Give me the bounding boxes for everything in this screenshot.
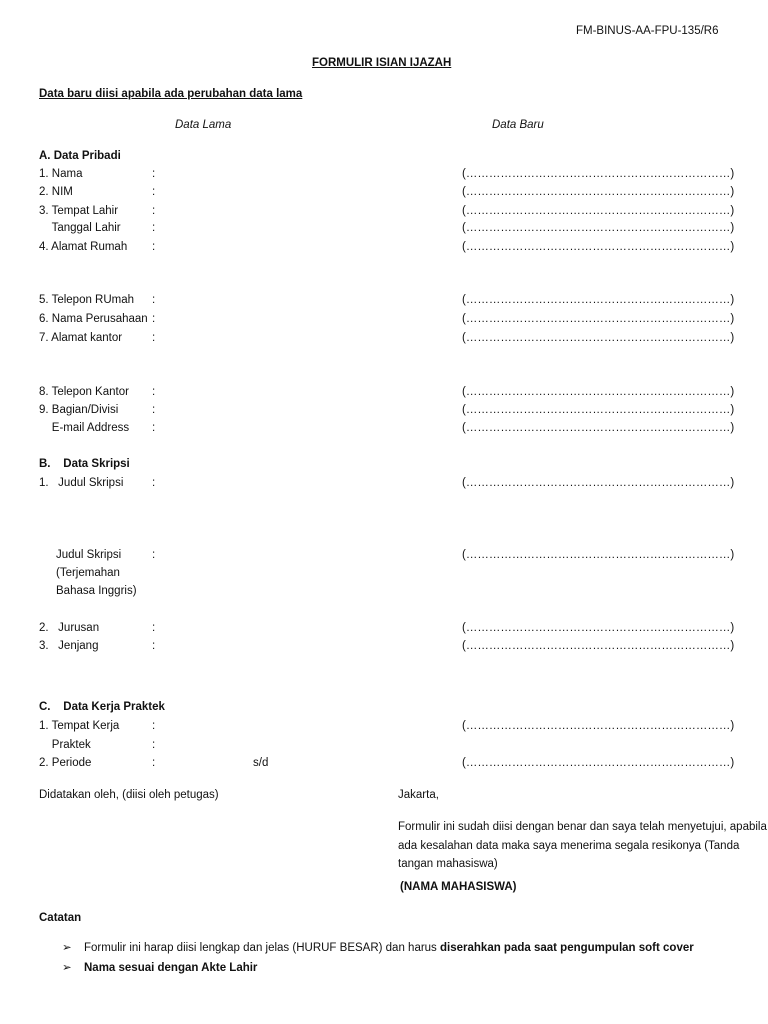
- column-new-data: Data Baru: [492, 119, 544, 131]
- field-label-continuation: (Terjemahan: [56, 567, 120, 579]
- place-date: Jakarta,: [398, 789, 439, 801]
- field-label: 5. Telepon RUmah: [39, 294, 135, 306]
- notes-title: Catatan: [39, 912, 82, 924]
- field-blank-new[interactable]: (……………………………………………………………): [462, 404, 735, 416]
- field-row-email: [39, 421, 739, 435]
- field-blank-new[interactable]: (……………………………………………………………): [462, 241, 735, 253]
- verified-by: Didatakan oleh, (diisi oleh petugas): [39, 789, 219, 801]
- field-colon: :: [152, 477, 156, 489]
- section-c-heading: C. Data Kerja Praktek: [39, 701, 165, 713]
- field-label: E-mail Address: [39, 422, 130, 434]
- field-row-nim: [39, 185, 739, 199]
- field-label-continuation: Bahasa Inggris): [56, 585, 137, 597]
- note-item: [62, 941, 694, 955]
- field-blank-new[interactable]: (……………………………………………………………): [462, 186, 735, 198]
- column-old-data: Data Lama: [175, 119, 232, 131]
- field-label: Judul Skripsi: [56, 549, 122, 561]
- field-blank-new[interactable]: (……………………………………………………………): [462, 168, 735, 180]
- field-colon: :: [152, 205, 156, 217]
- field-colon: :: [152, 313, 156, 325]
- field-colon: :: [152, 422, 156, 434]
- field-label: 6. Nama Perusahaan: [39, 313, 148, 325]
- field-blank-new[interactable]: (……………………………………………………………): [462, 386, 735, 398]
- field-colon: :: [152, 549, 156, 561]
- field-blank-new[interactable]: (……………………………………………………………): [462, 477, 735, 489]
- form-title: FORMULIR ISIAN IJAZAH: [312, 57, 452, 69]
- field-blank-new[interactable]: (……………………………………………………………): [462, 422, 735, 434]
- field-row-tempat-lahir: [39, 204, 739, 218]
- field-colon: :: [152, 222, 156, 234]
- field-colon: :: [152, 186, 156, 198]
- field-label: 2. Periode: [39, 757, 92, 769]
- field-colon: :: [152, 386, 156, 398]
- field-row-bagian-divisi: [39, 403, 739, 417]
- field-label: Praktek: [39, 739, 91, 751]
- field-colon: :: [152, 404, 156, 416]
- field-label: 2. NIM: [39, 186, 73, 198]
- field-row-jurusan: [39, 621, 739, 635]
- field-label: 7. Alamat kantor: [39, 332, 123, 344]
- field-blank-new[interactable]: (……………………………………………………………): [462, 313, 735, 325]
- field-label: 1. Nama: [39, 168, 83, 180]
- field-colon: :: [152, 739, 156, 751]
- student-name-placeholder: (NAMA MAHASISWA): [400, 881, 517, 893]
- field-blank-new[interactable]: (……………………………………………………………): [462, 294, 735, 306]
- period-separator: s/d: [253, 757, 269, 769]
- field-row-tempat-kerja-praktek: [39, 719, 739, 733]
- field-blank-new[interactable]: (……………………………………………………………): [462, 222, 735, 234]
- field-colon: :: [152, 757, 156, 769]
- field-blank-new[interactable]: (……………………………………………………………): [462, 205, 735, 217]
- field-label: 4. Alamat Rumah: [39, 241, 128, 253]
- field-row-nama-perusahaan: [39, 312, 739, 326]
- field-label: 2. Jurusan: [39, 622, 100, 634]
- field-label: 9. Bagian/Divisi: [39, 404, 119, 416]
- field-colon: :: [152, 168, 156, 180]
- field-blank-new[interactable]: (……………………………………………………………): [462, 332, 735, 344]
- note-text-normal: Formulir ini harap diisi lengkap dan jelas (HURUF BESAR) dan harus: [84, 942, 441, 954]
- field-colon: :: [152, 622, 156, 634]
- form-code: FM-BINUS-AA-FPU-135/R6: [576, 25, 719, 37]
- field-row-praktek-continuation: [39, 738, 739, 752]
- field-colon: :: [152, 640, 156, 652]
- field-row-alamat-rumah: [39, 240, 739, 254]
- field-row-telepon-rumah: [39, 293, 739, 307]
- note-text: Nama sesuai dengan Akte Lahir: [84, 962, 258, 974]
- field-row-jenjang: [39, 639, 739, 653]
- statement: Formulir ini sudah diisi dengan benar dan saya telah menyetujui, apabila ada kesalahan data maka saya menerima segala resikonya (Tanda tangan mahasiswa): [398, 821, 767, 870]
- field-blank-new[interactable]: (……………………………………………………………): [462, 640, 735, 652]
- arrow-bullet-icon: ➢: [62, 962, 72, 974]
- note-text: [84, 941, 694, 955]
- field-row-periode: [39, 756, 739, 770]
- section-b-heading: B. Data Skripsi: [39, 458, 130, 470]
- field-blank-new[interactable]: (……………………………………………………………): [462, 720, 735, 732]
- arrow-bullet-icon: ➢: [62, 942, 72, 954]
- field-row-telepon-kantor: [39, 385, 739, 399]
- field-row-judul-skripsi-en: [39, 548, 739, 562]
- field-blank-new[interactable]: (……………………………………………………………): [462, 549, 735, 561]
- field-blank-new[interactable]: (……………………………………………………………): [462, 622, 735, 634]
- section-a-heading: A. Data Pribadi: [39, 150, 121, 162]
- field-row-alamat-kantor: [39, 331, 739, 345]
- field-row-nama: [39, 167, 739, 181]
- note-item: [62, 961, 258, 975]
- field-blank-new[interactable]: (……………………………………………………………): [462, 757, 735, 769]
- field-colon: :: [152, 332, 156, 344]
- field-row-judul-skripsi: [39, 476, 739, 490]
- field-label: 1. Judul Skripsi: [39, 477, 124, 489]
- note-text-bold: diserahkan pada saat pengumpulan soft cover: [440, 942, 694, 954]
- field-colon: :: [152, 294, 156, 306]
- field-label: 8. Telepon Kantor: [39, 386, 129, 398]
- field-row-tanggal-lahir: [39, 221, 739, 235]
- field-colon: :: [152, 720, 156, 732]
- instruction: Data baru diisi apabila ada perubahan data lama: [39, 88, 303, 100]
- field-label: 1. Tempat Kerja: [39, 720, 120, 732]
- field-label: 3. Tempat Lahir: [39, 205, 119, 217]
- field-label: 3. Jenjang: [39, 640, 99, 652]
- field-colon: :: [152, 241, 156, 253]
- field-label: Tanggal Lahir: [39, 222, 121, 234]
